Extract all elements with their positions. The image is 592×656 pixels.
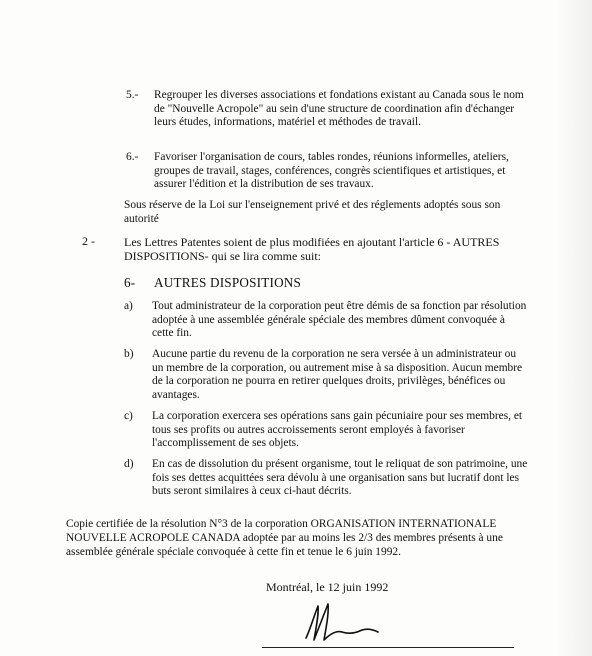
point-letter: b) [124,348,134,360]
point-text: La corporation exercera ses opérations sans gain pécuniaire pour ses membres, et tous ses profits ou autres accroissements seront employés à favoriser l'accomplissement de ses objets. [152,410,523,449]
reserve-paragraph: Sous réserve de la Loi sur l'enseignement privé et des réglements adoptés sous son autorité [124,199,501,225]
point-letter: d) [124,458,134,470]
point-text: Tout administrateur de la corporation peut être démis de sa fonction par résolution adoptée à une assemblée générale spéciale des membres dûment convoquée à cette fin. [152,300,527,339]
point-letter: a) [124,300,133,312]
point-text: En cas de dissolution du présent organisme, tout le reliquat de son patrimoine, une fois ses dettes acquittées sera dévolu à une organisation sans but lucratif dont les buts seront similaires à ceux ci-haut décrits. [152,458,528,497]
scan-shadow [556,0,592,656]
section-2-text: Les Lettres Patentes soient de plus modifiées en ajoutant l'article 6 - AUTRES DISPOSITIONS- qui se lira comme suit: [124,235,500,263]
item-5-text: Regrouper les diverses associations et fondations existant au Canada sous le nom de "Nouvelle Acropole" au sein d'une structure de coordination afin d'échanger leurs études, informations, matériel et méthodes de travail. [154,89,524,128]
signature-line [262,647,514,648]
item-6-text: Favoriser l'organisation de cours, tables rondes, réunions informelles, ateliers, groupes de travail, stages, conférences, congrès scientifiques et artistiques, et assurer l'édition et la distribution de ses travaux. [154,151,509,190]
item-6-number: 6.- [126,151,139,163]
point-text: Aucune partie du revenu de la corporation ne sera versée à un administrateur ou un membre de la corporation, ou autrement mise à sa disposition. Aucun membre de la corporation ne pourra en retirer quelques droits, privilèges, bénéfices ou avantages. [152,348,523,401]
section-2-number: 2 - [82,234,95,248]
article-6-title: AUTRES DISPOSITIONS [154,275,302,290]
place-date: Montréal, le 12 juin 1992 [266,580,389,594]
signature-icon [296,600,380,646]
certification-paragraph: Copie certifiée de la résolution N°3 de la corporation ORGANISATION INTERNATIONALE NOUVELLE ACROPOLE CANADA adoptée par au moins les 2/3 des membres présents à une assemblée générale spéciale convoquée à cette fin et tenue le 6 juin 1992. [66,518,503,558]
item-5-number: 5.- [126,89,139,101]
article-6-number: 6- [124,275,136,290]
point-letter: c) [124,410,133,422]
